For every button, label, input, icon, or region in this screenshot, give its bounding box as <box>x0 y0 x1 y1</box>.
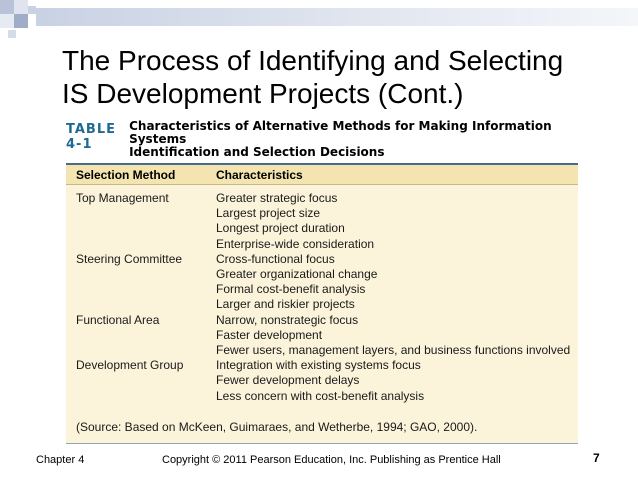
selection-method-cell: Development Group <box>76 358 184 373</box>
table-row <box>66 206 578 221</box>
footer-copyright: Copyright © 2011 Pearson Education, Inc. Publishing as Prentice Hall <box>162 454 501 466</box>
page-number: 7 <box>593 451 600 465</box>
table-row <box>66 328 578 343</box>
table-row <box>66 389 578 404</box>
empty-method-cell <box>66 373 216 388</box>
characteristic-cell: Less concern with cost-benefit analysis <box>216 388 425 403</box>
table-heading <box>66 120 578 159</box>
decor-square <box>8 30 16 38</box>
characteristic-cell: Larger and riskier projects <box>216 297 355 312</box>
table-number: TABLE 4-1 <box>66 122 116 152</box>
decor-square <box>14 14 28 28</box>
table-row <box>66 221 578 236</box>
table-header-row <box>66 165 578 185</box>
title-line-2: IS Development Projects (Cont.) <box>62 78 464 109</box>
empty-method-cell <box>66 237 216 252</box>
top-gradient-bar <box>36 8 638 26</box>
characteristics-table <box>66 120 578 444</box>
table-row <box>66 313 578 328</box>
table-caption-line-2: Identification and Selection Decisions <box>129 145 385 159</box>
characteristic-cell: Fewer development delays <box>216 373 360 388</box>
selection-method-cell: Functional Area <box>76 312 160 327</box>
table-panel <box>66 165 578 443</box>
empty-method-cell <box>66 343 216 358</box>
table-row <box>66 267 578 282</box>
characteristic-cell: Faster development <box>216 327 323 342</box>
characteristic-cell: Narrow, nonstrategic focus <box>216 312 359 327</box>
table-body <box>66 185 578 412</box>
empty-method-cell <box>66 389 216 404</box>
selection-method-cell: Top Management <box>76 191 169 205</box>
table-row <box>66 297 578 312</box>
table-row <box>66 191 578 206</box>
characteristic-cell: Cross-functional focus <box>216 251 335 266</box>
empty-method-cell <box>66 328 216 343</box>
characteristic-cell: Integration with existing systems focus <box>216 358 421 373</box>
characteristic-cell: Fewer users, management layers, and business functions involved <box>216 343 571 358</box>
slide-title <box>62 44 622 110</box>
table-caption <box>129 120 578 159</box>
table-bottom-rule <box>66 443 578 444</box>
decor-square <box>14 0 28 14</box>
column-header-characteristics: Characteristics <box>216 167 303 182</box>
empty-method-cell <box>66 282 216 297</box>
table-row <box>66 373 578 388</box>
characteristic-cell: Longest project duration <box>216 221 345 236</box>
title-line-1: The Process of Identifying and Selecting <box>62 45 564 76</box>
footer-chapter: Chapter 4 <box>36 454 85 466</box>
table-row <box>66 358 578 373</box>
column-header-method: Selection Method <box>76 167 176 182</box>
table-caption-line-1: Characteristics of Alternative Methods for Making Information Systems <box>129 119 552 146</box>
table-row <box>66 343 578 358</box>
empty-method-cell <box>66 221 216 236</box>
characteristic-cell: Largest project size <box>216 206 321 221</box>
decor-square <box>0 14 14 28</box>
empty-method-cell <box>66 297 216 312</box>
decor-square <box>0 0 14 14</box>
table-row <box>66 237 578 252</box>
table-row <box>66 282 578 297</box>
selection-method-cell: Steering Committee <box>76 251 183 266</box>
characteristic-cell: Greater organizational change <box>216 267 378 282</box>
table-row <box>66 252 578 267</box>
characteristic-cell: Formal cost-benefit analysis <box>216 282 366 297</box>
characteristic-cell: Enterprise-wide consideration <box>216 236 375 251</box>
empty-method-cell <box>66 267 216 282</box>
characteristic-cell: Greater strategic focus <box>216 191 338 205</box>
decor-square <box>28 6 36 14</box>
empty-method-cell <box>66 206 216 221</box>
table-source-note: (Source: Based on McKeen, Guimaraes, and Wetherbe, 1994; GAO, 2000). <box>76 419 478 434</box>
